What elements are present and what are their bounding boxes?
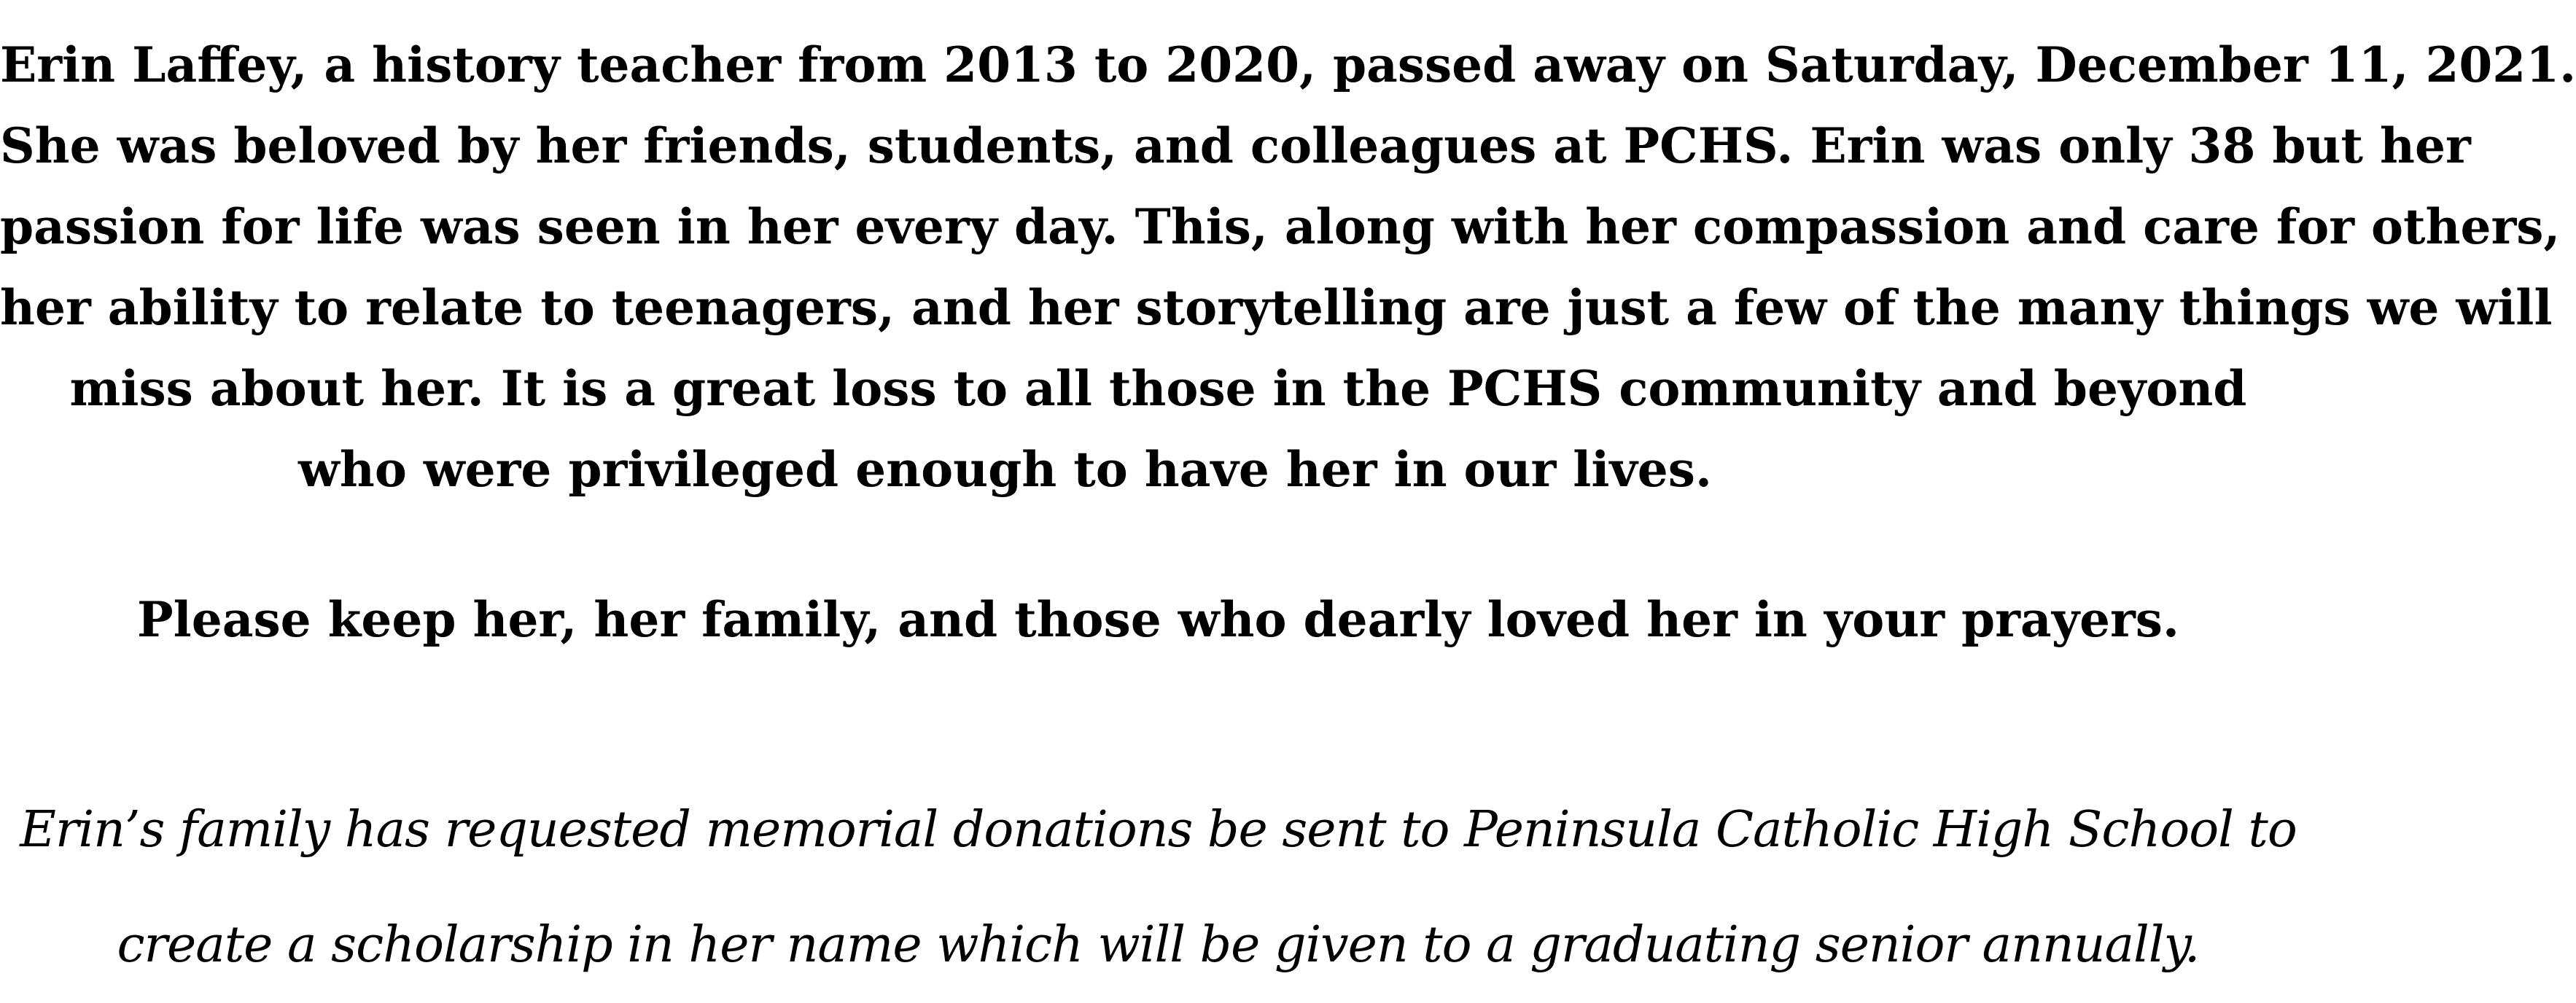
memorial-line: passion for life was seen in her every day. This, along with her compassion and care for others, bbox=[0, 198, 2561, 255]
memorial-line: miss about her. It is a great loss to all those in the PCHS community and beyond bbox=[69, 360, 2247, 417]
memorial-paragraph bbox=[0, 25, 2576, 510]
prayer-request: Please keep her, her family, and those who dearly loved her in your prayers. bbox=[137, 591, 2179, 648]
donation-line: Erin’s family has requested memorial donations be sent to Peninsula Catholic High School to bbox=[20, 801, 2297, 859]
memorial-line: her ability to relate to teenagers, and her storytelling are just a few of the many things we will bbox=[0, 279, 2553, 336]
memorial-line: She was beloved by her friends, students, and colleagues at PCHS. Erin was only 38 but her bbox=[0, 117, 2471, 174]
memorial-line: Erin Laffey, a history teacher from 2013 to 2020, passed away on Saturday, December 11, 2021. bbox=[0, 36, 2576, 93]
memorial-line: who were privileged enough to have her in our lives. bbox=[298, 441, 1712, 498]
donation-line: create a scholarship in her name which will be given to a graduating senior annually. bbox=[117, 916, 2200, 974]
donation-note bbox=[0, 773, 2316, 1003]
